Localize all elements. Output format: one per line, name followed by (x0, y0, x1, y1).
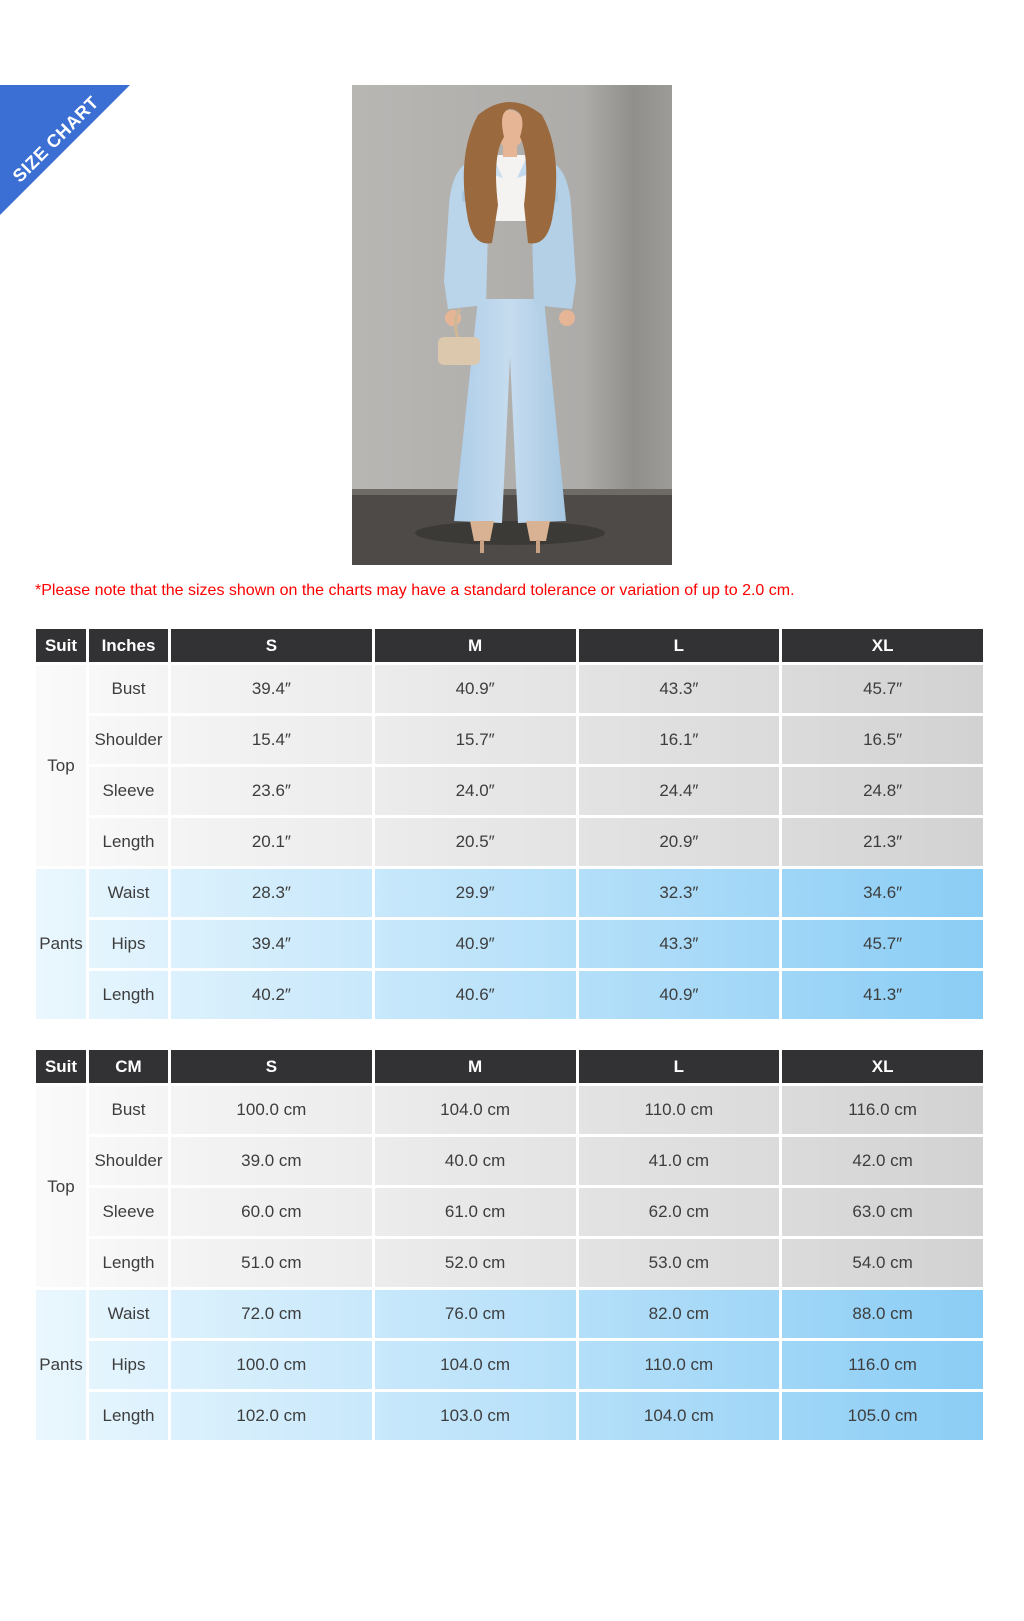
size-value-cell: 32.3″ (579, 869, 780, 917)
size-value-cell: 40.2″ (171, 971, 372, 1019)
group-cell-pants: Pants (36, 1290, 86, 1440)
size-value-cell: 102.0 cm (171, 1392, 372, 1440)
size-value-cell: 40.9″ (579, 971, 780, 1019)
size-value-cell: 39.0 cm (171, 1137, 372, 1185)
size-value-cell: 116.0 cm (782, 1086, 983, 1134)
size-col-header-m: M (375, 629, 576, 662)
size-value-cell: 28.3″ (171, 869, 372, 917)
size-value-cell: 76.0 cm (375, 1290, 576, 1338)
header-row (36, 1050, 983, 1083)
size-value-cell: 20.5″ (375, 818, 576, 866)
size-value-cell: 39.4″ (171, 665, 372, 713)
row-label-cell: Length (89, 1392, 168, 1440)
size-value-cell: 15.4″ (171, 716, 372, 764)
size-chart-page (0, 85, 1024, 1443)
table-row (36, 665, 983, 713)
group-cell-top: Top (36, 1086, 86, 1287)
size-value-cell: 63.0 cm (782, 1188, 983, 1236)
group-cell-pants: Pants (36, 869, 86, 1019)
size-value-cell: 16.1″ (579, 716, 780, 764)
size-col-header-xl: XL (782, 1050, 983, 1083)
size-value-cell: 51.0 cm (171, 1239, 372, 1287)
table-row (36, 1341, 983, 1389)
table-row (36, 920, 983, 968)
table-row (36, 1188, 983, 1236)
group-cell-top: Top (36, 665, 86, 866)
size-value-cell: 15.7″ (375, 716, 576, 764)
size-value-cell: 103.0 cm (375, 1392, 576, 1440)
size-value-cell: 104.0 cm (579, 1392, 780, 1440)
table-row (36, 869, 983, 917)
row-label-cell: Waist (89, 1290, 168, 1338)
header-row (36, 629, 983, 662)
row-label-cell: Length (89, 1239, 168, 1287)
row-label-cell: Sleeve (89, 767, 168, 815)
size-col-header-l: L (579, 629, 780, 662)
size-value-cell: 20.9″ (579, 818, 780, 866)
size-value-cell: 40.9″ (375, 665, 576, 713)
model-illustration (352, 85, 672, 565)
row-label-cell: Hips (89, 1341, 168, 1389)
size-value-cell: 52.0 cm (375, 1239, 576, 1287)
size-value-cell: 43.3″ (579, 665, 780, 713)
row-label-cell: Length (89, 971, 168, 1019)
size-value-cell: 110.0 cm (579, 1086, 780, 1134)
size-value-cell: 16.5″ (782, 716, 983, 764)
table-row (36, 716, 983, 764)
row-label-cell: Shoulder (89, 716, 168, 764)
size-value-cell: 41.0 cm (579, 1137, 780, 1185)
table-row (36, 818, 983, 866)
size-value-cell: 100.0 cm (171, 1086, 372, 1134)
size-value-cell: 20.1″ (171, 818, 372, 866)
size-col-header-m: M (375, 1050, 576, 1083)
size-value-cell: 104.0 cm (375, 1086, 576, 1134)
ribbon-triangle-icon (0, 85, 130, 215)
size-value-cell: 62.0 cm (579, 1188, 780, 1236)
size-value-cell: 61.0 cm (375, 1188, 576, 1236)
size-value-cell: 41.3″ (782, 971, 983, 1019)
table-row (36, 1392, 983, 1440)
size-value-cell: 24.0″ (375, 767, 576, 815)
tolerance-note: *Please note that the sizes shown on the charts may have a standard tolerance or variation of up to 2.0 cm. (35, 582, 795, 599)
product-photo (352, 85, 672, 565)
size-value-cell: 24.4″ (579, 767, 780, 815)
size-value-cell: 43.3″ (579, 920, 780, 968)
size-value-cell: 88.0 cm (782, 1290, 983, 1338)
size-col-header-s: S (171, 629, 372, 662)
size-value-cell: 40.6″ (375, 971, 576, 1019)
size-value-cell: 53.0 cm (579, 1239, 780, 1287)
size-col-header-l: L (579, 1050, 780, 1083)
row-label-cell: Length (89, 818, 168, 866)
suit-header: Suit (36, 629, 86, 662)
size-value-cell: 45.7″ (782, 920, 983, 968)
row-label-cell: Bust (89, 665, 168, 713)
size-table-inches (33, 626, 986, 1022)
size-value-cell: 54.0 cm (782, 1239, 983, 1287)
size-value-cell: 104.0 cm (375, 1341, 576, 1389)
size-value-cell: 24.8″ (782, 767, 983, 815)
size-value-cell: 110.0 cm (579, 1341, 780, 1389)
size-value-cell: 29.9″ (375, 869, 576, 917)
size-table-cm (33, 1047, 986, 1443)
suit-header: Suit (36, 1050, 86, 1083)
row-label-cell: Sleeve (89, 1188, 168, 1236)
size-value-cell: 60.0 cm (171, 1188, 372, 1236)
size-value-cell: 21.3″ (782, 818, 983, 866)
size-value-cell: 34.6″ (782, 869, 983, 917)
size-value-cell: 23.6″ (171, 767, 372, 815)
row-label-cell: Bust (89, 1086, 168, 1134)
table-row (36, 971, 983, 1019)
size-value-cell: 45.7″ (782, 665, 983, 713)
size-value-cell: 105.0 cm (782, 1392, 983, 1440)
size-value-cell: 39.4″ (171, 920, 372, 968)
size-value-cell: 40.0 cm (375, 1137, 576, 1185)
size-col-header-xl: XL (782, 629, 983, 662)
table-row (36, 1086, 983, 1134)
ribbon-label: SIZE CHART (8, 92, 103, 187)
table-row (36, 1137, 983, 1185)
size-value-cell: 42.0 cm (782, 1137, 983, 1185)
unit-header: CM (89, 1050, 168, 1083)
size-value-cell: 100.0 cm (171, 1341, 372, 1389)
size-value-cell: 72.0 cm (171, 1290, 372, 1338)
unit-header: Inches (89, 629, 168, 662)
size-value-cell: 116.0 cm (782, 1341, 983, 1389)
row-label-cell: Shoulder (89, 1137, 168, 1185)
row-label-cell: Hips (89, 920, 168, 968)
row-label-cell: Waist (89, 869, 168, 917)
table-row (36, 1290, 983, 1338)
size-col-header-s: S (171, 1050, 372, 1083)
size-value-cell: 82.0 cm (579, 1290, 780, 1338)
table-row (36, 767, 983, 815)
size-value-cell: 40.9″ (375, 920, 576, 968)
table-row (36, 1239, 983, 1287)
